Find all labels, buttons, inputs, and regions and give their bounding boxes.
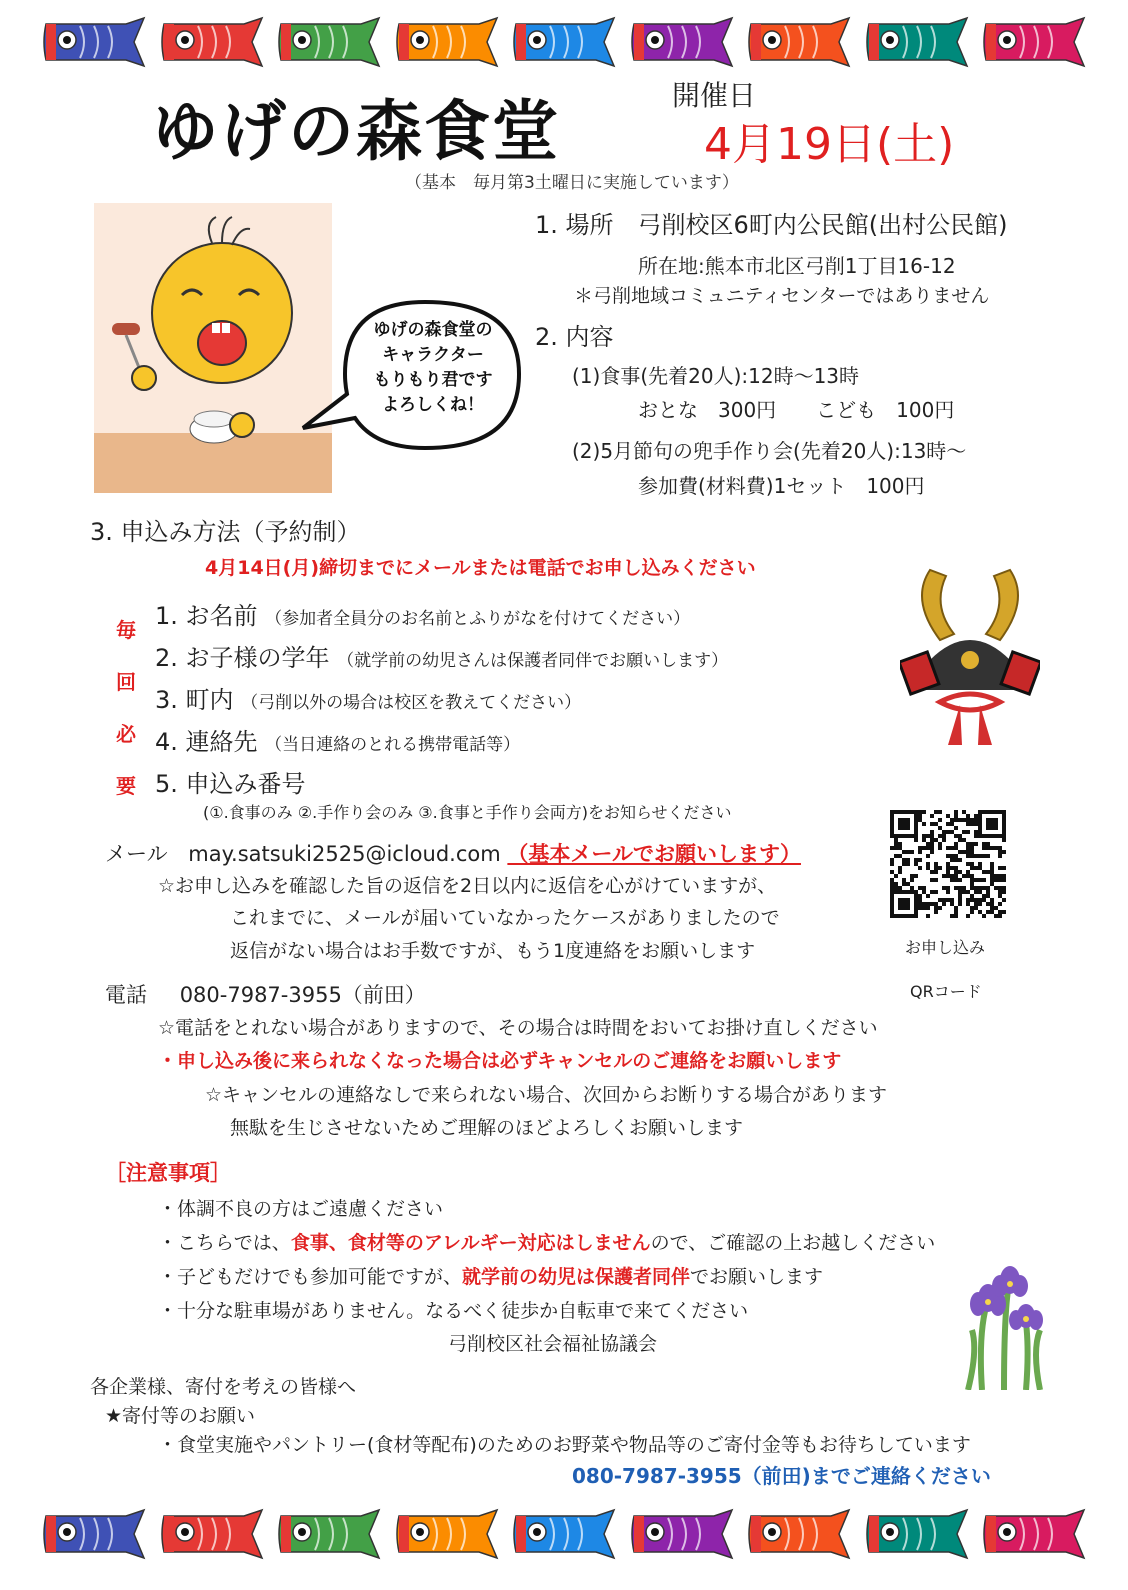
cancel-note-1: ☆キャンセルの連絡なしで来られない場合、次回からお断りする場合があります xyxy=(205,1084,888,1106)
meal-info: (1)食事(先着20人):12時～13時 xyxy=(572,364,860,388)
cautions-heading: ［注意事項］ xyxy=(105,1161,231,1185)
qr-caption-2: QRコード xyxy=(910,982,982,1001)
craft-info: (2)5月節句の兜手作り会(先着20人):13時～ xyxy=(572,439,967,463)
organizer: 弓削校区社会福祉協議会 xyxy=(448,1333,658,1355)
phone-note: ☆電話をとれない場合がありますので、その場合は時間をおいてお掛け直しください xyxy=(158,1017,878,1039)
mail-note-1: ☆お申し込みを確認した旨の返信を2日以内に返信を心がけていますが、 xyxy=(158,875,777,897)
required-item-number: 5. 申込み番号 xyxy=(155,770,306,798)
koinobori-icon xyxy=(745,1508,855,1560)
iris-flower-icon xyxy=(952,1262,1056,1390)
application-options: (①.食事のみ ②.手作り会のみ ③.食事と手作り会両方)をお知らせください xyxy=(203,803,732,822)
deadline-notice: 4月14日(月)締切までにメールまたは電話でお申し込みください xyxy=(205,557,756,579)
koinobori-row-bottom xyxy=(40,1508,1090,1560)
mail-note: （基本メールでお願いします） xyxy=(507,842,801,866)
cancel-notice: ・申し込み後に来られなくなった場合は必ずキャンセルのご連絡をお願いします xyxy=(158,1050,842,1072)
koinobori-icon xyxy=(393,1508,503,1560)
required-item-town: 3. 町内 （弓削以外の場合は校区を教えてください） xyxy=(155,686,582,714)
koinobori-icon xyxy=(510,1508,620,1560)
required-item-grade: 2. お子様の学年 （就学前の幼児さんは保護者同伴でお願いします） xyxy=(155,644,729,672)
donation-heading: ★寄付等のお願い xyxy=(105,1405,256,1427)
donation-body: ・食堂実施やパントリー(食材等配布)のためのお野菜や物品等のご寄付金等もお待ちしています xyxy=(158,1434,971,1456)
location-address: 所在地:熊本市北区弓削1丁目16-12 xyxy=(638,254,956,278)
kabuto-helmet-icon xyxy=(900,560,1040,760)
donation-to: 各企業様、寄付を考えの皆様へ xyxy=(90,1376,357,1398)
application-heading: 3. 申込み方法（予約制） xyxy=(90,518,361,546)
location-heading: 1. 場所 弓削校区6町内公民館(出村公民館) xyxy=(535,211,1008,239)
cancel-note-2: 無駄を生じさせないためご理解のほどよろしくお願いします xyxy=(230,1117,744,1139)
koinobori-row-top xyxy=(40,16,1090,68)
phone-label: 電話 xyxy=(105,983,147,1007)
event-date: 4月19日(土) xyxy=(704,119,955,170)
page-title: ゆげの森食堂 xyxy=(152,93,560,170)
mail-note-2: これまでに、メールが届いていなかったケースがありましたので xyxy=(230,907,780,929)
koinobori-icon xyxy=(745,16,855,68)
required-label: 毎 回 必 要 xyxy=(116,618,136,798)
mail-address[interactable]: may.satsuki2525@icloud.com xyxy=(188,842,501,866)
koinobori-icon xyxy=(628,16,738,68)
koinobori-icon xyxy=(863,1508,973,1560)
koinobori-icon xyxy=(628,1508,738,1560)
mail-note-3: 返信がない場合はお手数ですが、もう1度連絡をお願いします xyxy=(230,940,756,962)
mail-label: メール xyxy=(105,842,168,866)
koinobori-icon xyxy=(980,16,1090,68)
phone-number[interactable]: 080-7987-3955（前田） xyxy=(179,983,426,1007)
koinobori-icon xyxy=(40,16,150,68)
koinobori-icon xyxy=(275,1508,385,1560)
craft-fee: 参加費(材料費)1セット 100円 xyxy=(638,474,925,498)
koinobori-icon xyxy=(275,16,385,68)
date-label: 開催日 xyxy=(672,79,757,112)
caution-1: ・体調不良の方はご遠慮ください xyxy=(158,1198,444,1220)
bubble-text: ゆげの森食堂の キャラクター もりもり君です よろしくね！ xyxy=(373,320,493,415)
meal-prices: おとな 300円 こども 100円 xyxy=(638,398,955,422)
caution-4: ・十分な駐車場がありません。なるべく徒歩か自転車で来てください xyxy=(158,1300,749,1322)
content-heading: 2. 内容 xyxy=(535,323,614,351)
koinobori-icon xyxy=(158,16,268,68)
phone-line xyxy=(105,979,426,1009)
mail-line xyxy=(105,838,801,868)
koinobori-icon xyxy=(980,1508,1090,1560)
qr-caption-1: お申し込み xyxy=(905,938,986,957)
schedule-note: （基本 毎月第3土曜日に実施しています） xyxy=(405,173,739,193)
koinobori-icon xyxy=(40,1508,150,1560)
koinobori-icon xyxy=(863,16,973,68)
required-item-name: 1. お名前 （参加者全員分のお名前とふりがなを付けてください） xyxy=(155,602,691,630)
koinobori-icon xyxy=(158,1508,268,1560)
donation-contact: 080-7987-3955（前田)までご連絡ください xyxy=(572,1464,991,1488)
koinobori-icon xyxy=(510,16,620,68)
qr-code[interactable] xyxy=(890,810,1006,918)
caution-3: ・子どもだけでも参加可能ですが、就学前の幼児は保護者同伴でお願いします xyxy=(158,1266,824,1288)
caution-2: ・こちらでは、食事、食材等のアレルギー対応はしませんので、ご確認の上お越しください xyxy=(158,1232,936,1254)
koinobori-icon xyxy=(393,16,503,68)
location-note: ＊弓削地域コミュニティセンターではありません xyxy=(574,285,990,307)
required-item-contact: 4. 連絡先 （当日連絡のとれる携帯電話等） xyxy=(155,728,521,756)
